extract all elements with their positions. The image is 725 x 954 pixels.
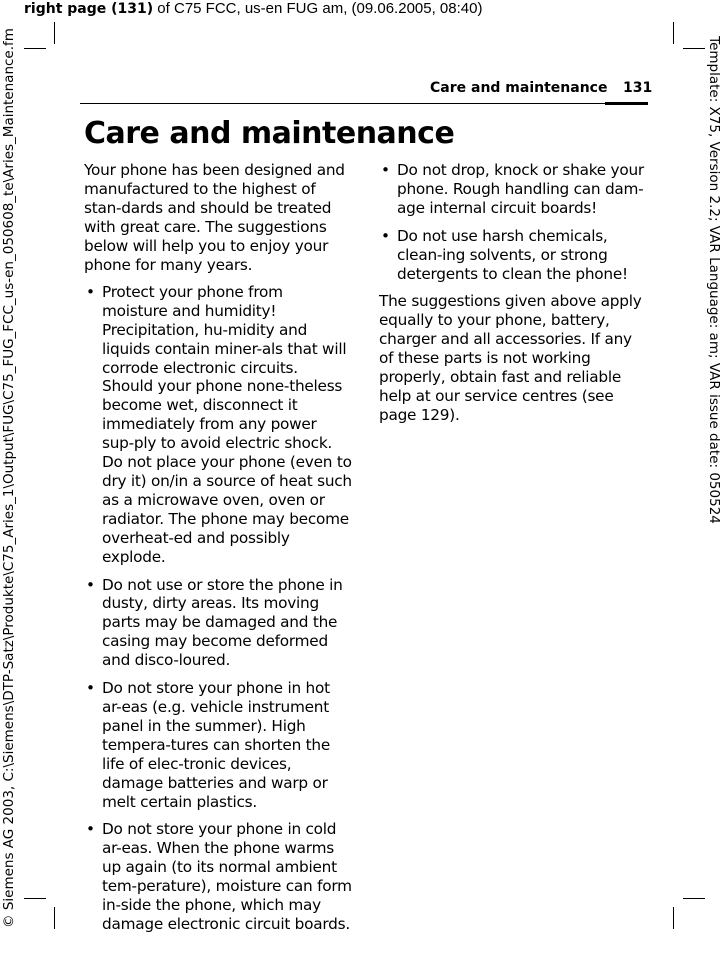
list-item: • Do not store your phone in hot ar-eas (e.g. vehicle instrument panel in the summer). High tempera-tures can shorten the life of elec-tronic devices, damage batteries and warp or melt certain plastics. <box>84 679 352 811</box>
list-item: • Do not use or store the phone in dusty, dirty areas. Its moving parts may be damaged and the casing may become deformed and disco-loured. <box>84 576 352 671</box>
crop-mark <box>683 898 705 899</box>
print-info-bold: right page (131) <box>24 1 154 17</box>
care-list-right <box>379 161 647 283</box>
crop-mark <box>24 48 46 49</box>
file-path-text: © Siemens AG 2003, C:\Siemens\DTP-Satz\Produkte\C75_Aries_1\Output\FUG\C75_FUG_FCC_us-en_050608_te\Aries_Maintenance.fm <box>1 28 17 928</box>
right-column <box>379 161 647 433</box>
page-number-rule <box>605 102 648 105</box>
list-item: • Do not use harsh chemicals, clean-ing solvents, or strong detergents to clean the phone! <box>379 227 647 284</box>
list-item: • Protect your phone from moisture and humidity! Precipitation, hu-midity and liquids contain miner-als that will corrode electronic circuits. Should your phone none-theless become wet, disconnect it immediately from any power sup-ply to avoid electric shock. Do not place your phone (even to dry it) on/in a source of heat such as a microwave oven, oven or radiator. The phone may become overheat-ed and possibly explode. <box>84 283 352 567</box>
intro-paragraph: Your phone has been designed and manufactured to the highest of stan-dards and should be treated with great care. The suggestions below will help you to enjoy your phone for many years. <box>84 161 345 274</box>
crop-mark <box>54 22 55 44</box>
crop-mark <box>24 898 46 899</box>
running-header-title: Care and maintenance <box>430 80 608 96</box>
page-title: Care and maintenance <box>84 116 455 151</box>
crop-mark <box>683 48 705 49</box>
template-info-text: Template: X75, Version 2.2; VAR Language: am; VAR issue date: 050524 <box>706 36 722 524</box>
header-rule <box>80 103 648 104</box>
crop-mark <box>673 907 674 929</box>
crop-mark <box>54 907 55 929</box>
list-item: • Do not drop, knock or shake your phone. Rough handling can dam-age internal circuit boards! <box>379 161 647 218</box>
care-list-left <box>84 283 352 934</box>
list-item: • Do not store your phone in cold ar-eas. When the phone warms up again (to its normal ambient tem-perature), moisture can form in-side the phone, which may damage electronic circuit boards. <box>84 820 352 933</box>
print-info-line <box>24 0 482 17</box>
closing-paragraph: The suggestions given above apply equally to your phone, battery, charger and all accessories. If any of these parts is not working properly, obtain fast and reliable help at our service centres (see page 129). <box>379 292 642 424</box>
page-number: 131 <box>623 80 653 96</box>
print-info-rest: of C75 FCC, us-en FUG am, (09.06.2005, 08:40) <box>153 0 483 17</box>
crop-mark <box>673 22 674 44</box>
left-column <box>84 161 352 943</box>
